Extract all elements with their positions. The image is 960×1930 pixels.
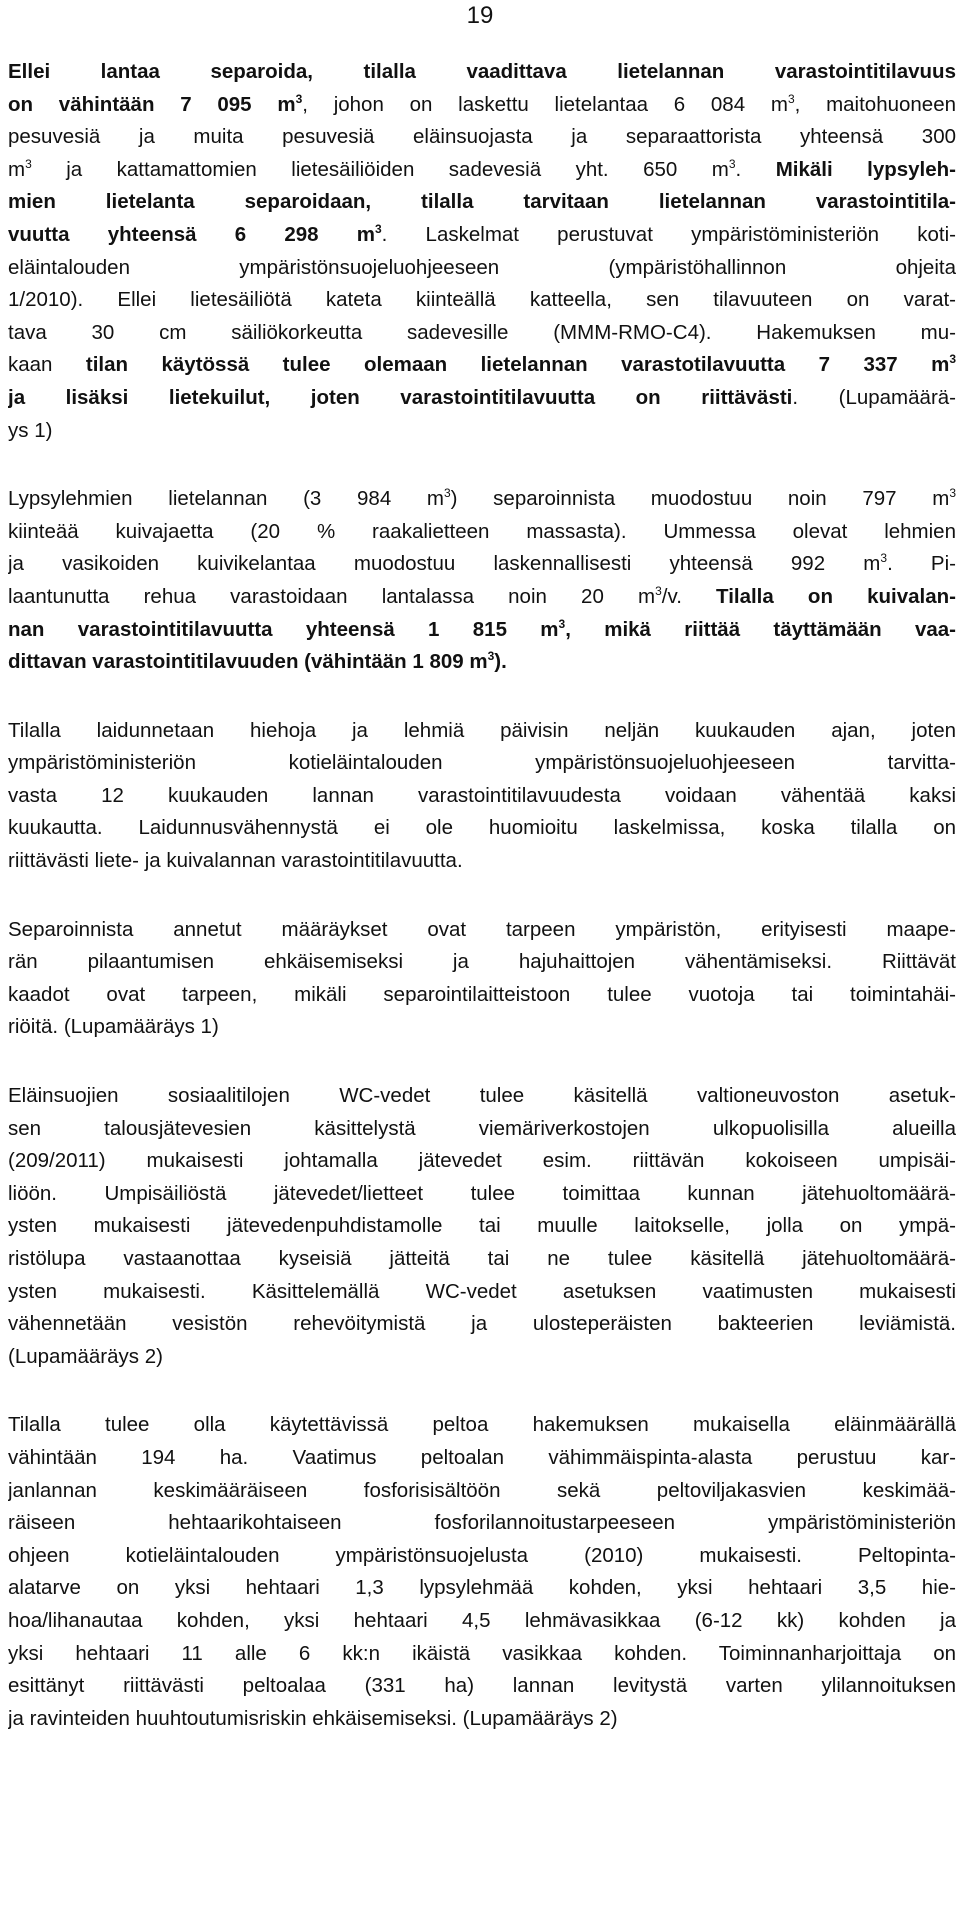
text-line <box>8 914 956 947</box>
text-run: vuutta yhteensä 6 298 m <box>8 222 375 246</box>
text-run: ja lisäksi lietekuilut, joten varastointitilavuutta on riittävästi <box>8 385 793 409</box>
superscript: 3 <box>487 649 495 664</box>
text-line <box>8 284 956 317</box>
superscript: 3 <box>558 616 566 631</box>
text-run: (Lupamääräys 2) <box>8 1344 163 1368</box>
paragraph <box>8 914 956 1044</box>
text-line <box>8 1341 956 1374</box>
bold-text <box>8 190 956 213</box>
text-run: . (Lupamäärä- <box>792 385 956 409</box>
text-run: , mikä riittää täyttämään vaa- <box>565 617 956 641</box>
text-line <box>8 1605 956 1638</box>
text-line <box>8 1572 956 1605</box>
text-run: tava 30 cm säiliökorkeutta sadevesille (MMM-RMO-C4). Hakemuksen mu- <box>8 320 956 344</box>
bold-text <box>776 158 956 181</box>
text-run: eläintalouden ympäristönsuojeluohjeeseen (ympäristöhallinnon ohjeita <box>8 255 956 279</box>
text-run: nan varastointitilavuutta yhteensä 1 815 m <box>8 617 559 641</box>
text-run: ympäristöministeriön kotieläintalouden ympäristönsuojeluohjeeseen tarvitta- <box>8 751 956 775</box>
text-run: kaan <box>8 353 86 377</box>
text-line <box>8 548 956 581</box>
text-line <box>8 89 956 122</box>
text-line <box>8 1507 956 1540</box>
text-line <box>8 516 956 549</box>
text-run: ja kattamattomien lietesäiliöiden sadevesiä yht. 650 m <box>31 157 729 181</box>
bold-text <box>8 223 375 246</box>
text-line <box>8 747 956 780</box>
text-run: on vähintään 7 095 m <box>8 92 296 116</box>
text-line <box>8 219 956 252</box>
text-line <box>8 349 956 382</box>
text-run: , maitohuoneen <box>794 92 956 116</box>
text-line <box>8 1210 956 1243</box>
text-run: ristölupa vastaanottaa kyseisiä jätteitä tai ne tulee käsitellä jätehuoltomäärä- <box>8 1247 956 1270</box>
text-run: riöitä. (Lupamääräys 1) <box>8 1015 219 1039</box>
bold-text <box>8 93 296 116</box>
superscript: 3 <box>880 551 888 566</box>
text-run: vasta 12 kuukauden lannan varastointitilavuudesta voidaan vähentää kaksi <box>8 783 956 807</box>
text-line <box>8 154 956 187</box>
bold-text <box>8 60 956 83</box>
bold-text <box>8 618 559 641</box>
text-line <box>8 1540 956 1573</box>
text-line <box>8 483 956 516</box>
bold-text <box>86 353 949 376</box>
superscript: 3 <box>25 156 32 171</box>
paragraph <box>8 483 956 679</box>
text-line <box>8 1276 956 1309</box>
text-line <box>8 1011 956 1044</box>
text-run: liöön. Umpisäiliöstä jätevedet/lietteet tulee toimittaa kunnan jätehuoltomäärä- <box>8 1181 956 1205</box>
text-run: vähennetään vesistön rehevöitymistä ja ulosteperäisten bakteerien leviämistä. <box>8 1312 956 1336</box>
text-line <box>8 317 956 350</box>
paragraph <box>8 1409 956 1735</box>
text-line <box>8 1442 956 1475</box>
superscript: 3 <box>949 486 956 501</box>
text-line <box>8 1409 956 1442</box>
text-run: ys 1) <box>8 418 53 442</box>
text-line <box>8 646 956 679</box>
text-line <box>8 121 956 154</box>
text-line <box>8 1475 956 1508</box>
text-line <box>8 715 956 748</box>
text-run: sen talousjätevesien käsittelystä viemäriverkostojen ulkopuolisilla alueilla <box>8 1116 956 1140</box>
text-run: tilan käytössä tulee olemaan lietelannan varastotilavuutta 7 337 m <box>85 353 950 377</box>
text-run: , johon on laskettu lietelantaa 6 084 m <box>302 92 788 116</box>
superscript: 3 <box>787 91 795 106</box>
text-line <box>8 812 956 845</box>
text-run: Lypsylehmien lietelannan (3 984 m <box>8 487 444 511</box>
text-run: 1/2010). Ellei lietesäiliötä kateta kiinteällä katteella, sen tilavuuteen on varat- <box>8 288 956 312</box>
text-line <box>8 1638 956 1671</box>
text-run: Tilalla laidunnetaan hiehoja ja lehmiä päivisin neljän kuukauden ajan, joten <box>8 718 956 742</box>
text-run: kuukautta. Laidunnusvähennystä ei ole huomioitu laskelmissa, koska tilalla on <box>8 816 956 840</box>
superscript: 3 <box>295 91 303 106</box>
superscript: 3 <box>949 352 956 367</box>
text-line <box>8 780 956 813</box>
text-run: dittavan varastointitilavuuden (vähintään 1 809 m <box>8 650 488 674</box>
text-run: Tilalla tulee olla käytettävissä peltoa hakemuksen mukaisella eläinmäärällä <box>8 1413 956 1437</box>
text-run: vähintään 194 ha. Vaatimus peltoalan vähimmäispinta-alasta perustuu kar- <box>8 1445 956 1469</box>
text-line <box>8 1703 956 1736</box>
bold-text <box>716 585 956 608</box>
text-line <box>8 252 956 285</box>
bold-text <box>494 650 507 673</box>
bold-text <box>8 650 488 673</box>
text-line <box>8 845 956 878</box>
text-run: hoa/lihanautaa kohden, yksi hehtaari 4,5 lehmävasikkaa (6-12 kk) kohden ja <box>8 1608 956 1632</box>
bold-text <box>375 223 382 246</box>
text-run: kaadot ovat tarpeen, mikäli separointilaitteistoon tulee vuotoja tai toimintahäi- <box>8 982 956 1006</box>
text-line <box>8 1113 956 1146</box>
text-run: ohjeen kotieläintalouden ympäristönsuojelusta (2010) mukaisesti. Peltopinta- <box>8 1543 956 1567</box>
text-run: Ellei lantaa separoida, tilalla vaadittava lietelannan varastointitilavuus <box>8 60 956 83</box>
text-run: /v. <box>661 584 717 608</box>
text-run: rän pilaantumisen ehkäisemiseksi ja hajuhaittojen vähentämiseksi. Riittävät <box>8 950 956 974</box>
text-line <box>8 382 956 415</box>
text-run: Eläinsuojien sosiaalitilojen WC-vedet tulee käsitellä valtioneuvoston asetuk- <box>8 1084 956 1108</box>
text-line <box>8 1178 956 1211</box>
text-line <box>8 1308 956 1341</box>
text-run: . <box>735 157 776 181</box>
text-run: janlannan keskimääräiseen fosforisisältöön sekä peltoviljakasvien keskimää- <box>8 1478 956 1502</box>
paragraph <box>8 1080 956 1373</box>
text-run: ja ravinteiden huuhtoutumisriskin ehkäisemiseksi. (Lupamääräys 2) <box>8 1706 618 1730</box>
text-run: alatarve on yksi hehtaari 1,3 lypsylehmää kohden, yksi hehtaari 3,5 hie- <box>8 1576 956 1600</box>
text-run: m <box>8 157 26 181</box>
document-body <box>8 56 956 1771</box>
text-run: (209/2011) mukaisesti johtamalla jätevedet esim. riittävän kokoiseen umpisäi- <box>8 1149 956 1173</box>
page-number: 19 <box>466 2 494 29</box>
text-line <box>8 1080 956 1113</box>
text-line <box>8 979 956 1012</box>
text-run: pesuvesiä ja muita pesuvesiä eläinsuojasta ja separaattorista yhteensä 300 <box>8 125 956 149</box>
superscript: 3 <box>443 486 451 501</box>
bold-text <box>565 618 956 641</box>
text-run: mien lietelanta separoidaan, tilalla tarvitaan lietelannan varastointitila- <box>8 190 956 214</box>
text-run: esittänyt riittävästi peltoalaa (331 ha) lannan levitystä varten ylilannoituksen <box>8 1674 956 1698</box>
text-run: ). <box>494 650 507 674</box>
text-line <box>8 946 956 979</box>
superscript: 3 <box>728 156 736 171</box>
text-run: Tilalla on kuivalan- <box>716 584 956 608</box>
text-line <box>8 614 956 647</box>
text-line <box>8 581 956 614</box>
superscript: 3 <box>655 583 662 598</box>
text-run: räiseen hehtaarikohtaiseen fosforilannoitustarpeeseen ympäristöministeriön <box>8 1511 956 1535</box>
text-run: . Laskelmat perustuvat ympäristöministeriön koti- <box>381 222 956 246</box>
text-run: ) separoinnista muodostuu noin 797 m <box>450 487 950 511</box>
text-run: kiinteää kuivajaetta (20 % raakalietteen massasta). Ummessa olevat lehmien <box>8 519 956 543</box>
text-run: Separoinnista annetut määräykset ovat tarpeen ympäristön, erityisesti maape- <box>8 917 956 941</box>
text-line <box>8 56 956 89</box>
paragraph <box>8 715 956 878</box>
text-run: ysten mukaisesti. Käsittelemällä WC-vedet asetuksen vaatimusten mukaisesti <box>8 1279 956 1303</box>
text-line <box>8 186 956 219</box>
text-run: Mikäli lypsyleh- <box>775 157 956 181</box>
paragraph <box>8 56 956 447</box>
text-line <box>8 1243 956 1276</box>
bold-text <box>949 353 956 376</box>
text-run: riittävästi liete- ja kuivalannan varastointitilavuutta. <box>8 849 463 873</box>
text-line <box>8 1670 956 1703</box>
text-line <box>8 415 956 448</box>
text-run: . Pi- <box>887 552 956 576</box>
text-run: ysten mukaisesti jätevedenpuhdistamolle tai muulle laitokselle, jolla on ympä- <box>8 1214 956 1238</box>
bold-text <box>8 386 792 409</box>
text-run: yksi hehtaari 11 alle 6 kk:n ikäistä vasikkaa kohden. Toiminnanharjoittaja on <box>8 1641 956 1665</box>
text-line <box>8 1145 956 1178</box>
text-run: ja vasikoiden kuivikelantaa muodostuu laskennallisesti yhteensä 992 m <box>8 552 881 576</box>
text-run: laantunutta rehua varastoidaan lantalassa noin 20 m <box>8 584 656 608</box>
superscript: 3 <box>374 221 382 236</box>
